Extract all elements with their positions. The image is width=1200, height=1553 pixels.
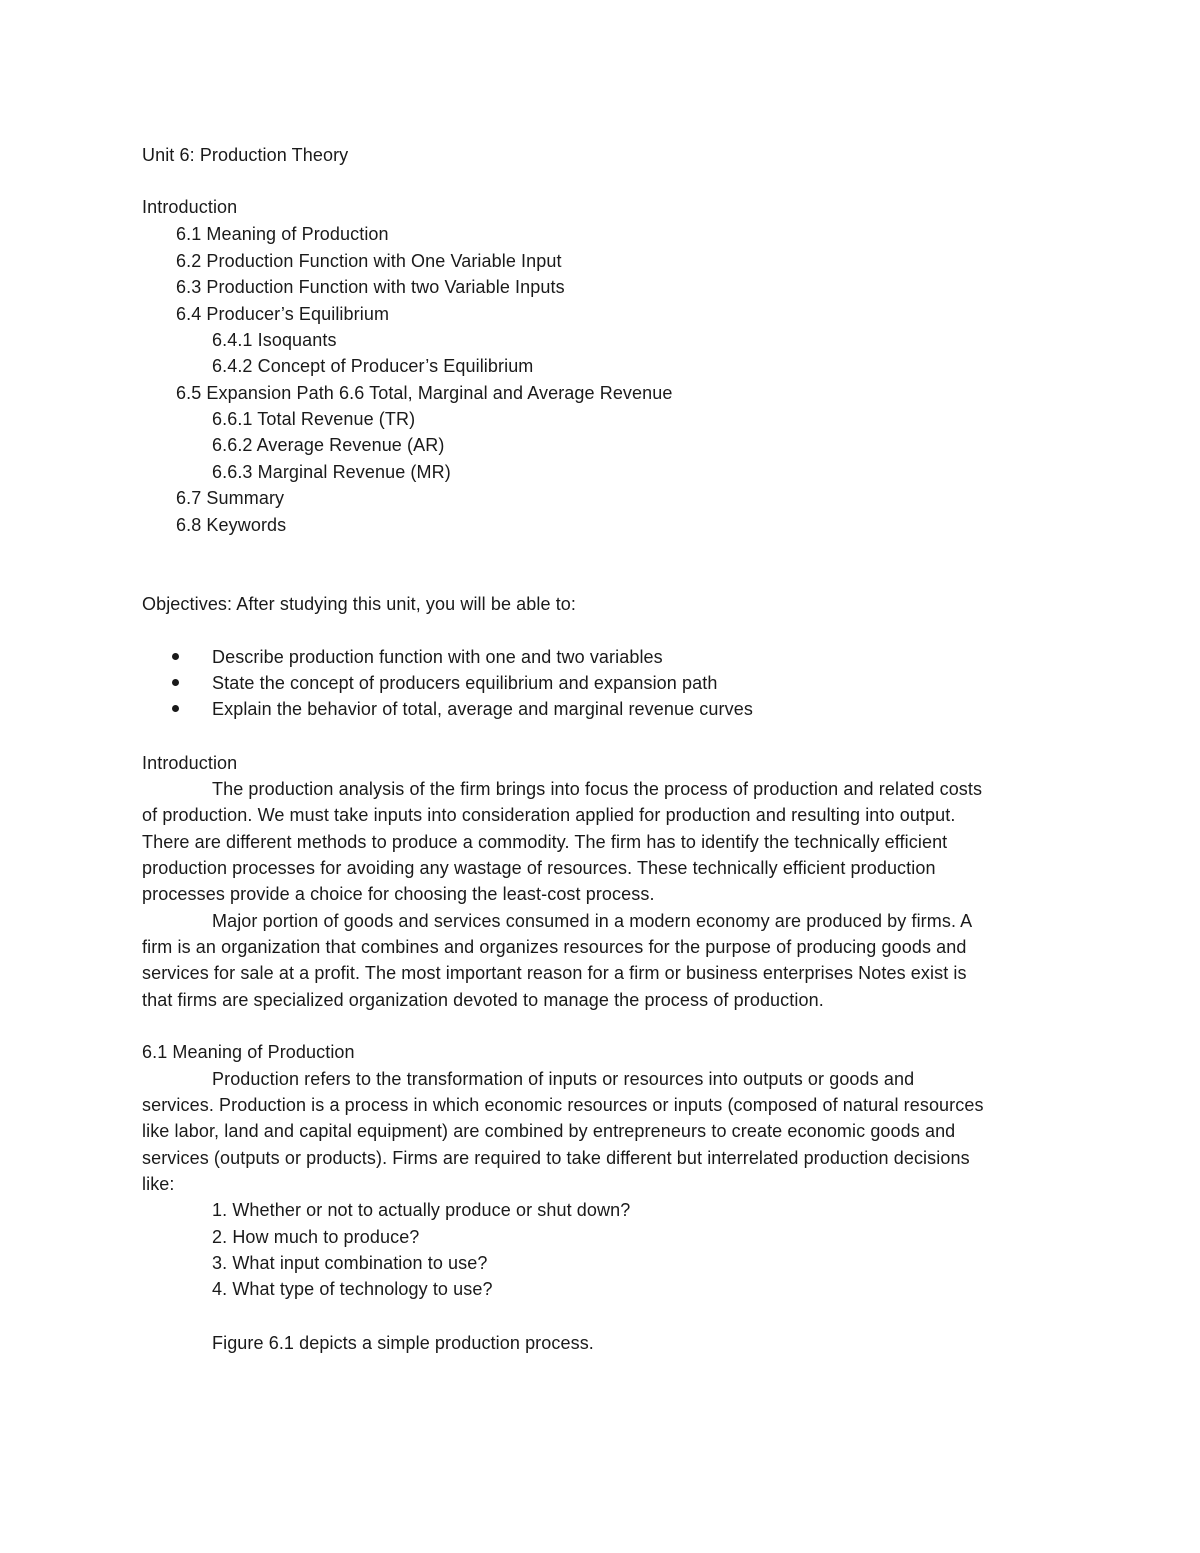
toc-item: 6.1 Meaning of Production [176,224,389,244]
figure-caption: Figure 6.1 depicts a simple production process. [212,1333,594,1353]
paragraph-line: Major portion of goods and services consumed in a modern economy are produced by firms. A [212,911,973,931]
objective-item: Explain the behavior of total, average and marginal revenue curves [212,699,753,719]
toc-item: 6.3 Production Function with two Variable Inputs [176,277,565,297]
toc-item: 6.2 Production Function with One Variable Input [176,251,562,271]
bullet-icon [172,679,179,686]
section-heading: Introduction [142,753,238,773]
toc-item: 6.4 Producer’s Equilibrium [176,304,390,324]
paragraph-line: services. Production is a process in which economic resources or inputs (composed of natural resources [142,1095,984,1115]
toc-subitem: 6.6.3 Marginal Revenue (MR) [212,462,451,482]
bullet-icon [172,705,179,712]
paragraph-line: Production refers to the transformation of inputs or resources into outputs or goods and [212,1069,915,1089]
objectives-heading: Objectives: After studying this unit, you will be able to: [142,594,577,614]
toc-subitem: 6.6.2 Average Revenue (AR) [212,435,445,455]
toc-item: 6.7 Summary [176,488,285,508]
paragraph-line: firm is an organization that combines and organizes resources for the purpose of producing goods and [142,937,967,957]
question-item: 1. Whether or not to actually produce or shut down? [212,1200,631,1220]
page-title: Unit 6: Production Theory [142,145,349,165]
paragraph-line: There are different methods to produce a commodity. The firm has to identify the technically efficient [142,832,948,852]
objective-item: Describe production function with one and two variables [212,647,663,667]
question-item: 3. What input combination to use? [212,1253,488,1273]
toc-item: 6.5 Expansion Path 6.6 Total, Marginal and Average Revenue [176,383,673,403]
section-heading: 6.1 Meaning of Production [142,1042,355,1062]
paragraph-line: like: [142,1174,175,1194]
objective-item: State the concept of producers equilibrium and expansion path [212,673,718,693]
toc-subitem: 6.6.1 Total Revenue (TR) [212,409,416,429]
toc-subitem: 6.4.2 Concept of Producer’s Equilibrium [212,356,534,376]
toc-heading: Introduction [142,197,238,217]
paragraph-line: services for sale at a profit. The most important reason for a firm or business enterprises Notes exist is [142,963,967,983]
paragraph-line: like labor, land and capital equipment) are combined by entrepreneurs to create economic goods and [142,1121,956,1141]
paragraph-line: production processes for avoiding any wastage of resources. These technically efficient production [142,858,936,878]
toc-subitem: 6.4.1 Isoquants [212,330,337,350]
toc-item: 6.8 Keywords [176,515,287,535]
paragraph-line: The production analysis of the firm brings into focus the process of production and related costs [212,779,983,799]
paragraph-line: processes provide a choice for choosing the least-cost process. [142,884,655,904]
bullet-icon [172,653,179,660]
question-item: 4. What type of technology to use? [212,1279,493,1299]
paragraph-line: of production. We must take inputs into consideration applied for production and resulting into output. [142,805,956,825]
paragraph-line: that firms are specialized organization devoted to manage the process of production. [142,990,824,1010]
paragraph-line: services (outputs or products). Firms are required to take different but interrelated production decisions [142,1148,970,1168]
question-item: 2. How much to produce? [212,1227,420,1247]
